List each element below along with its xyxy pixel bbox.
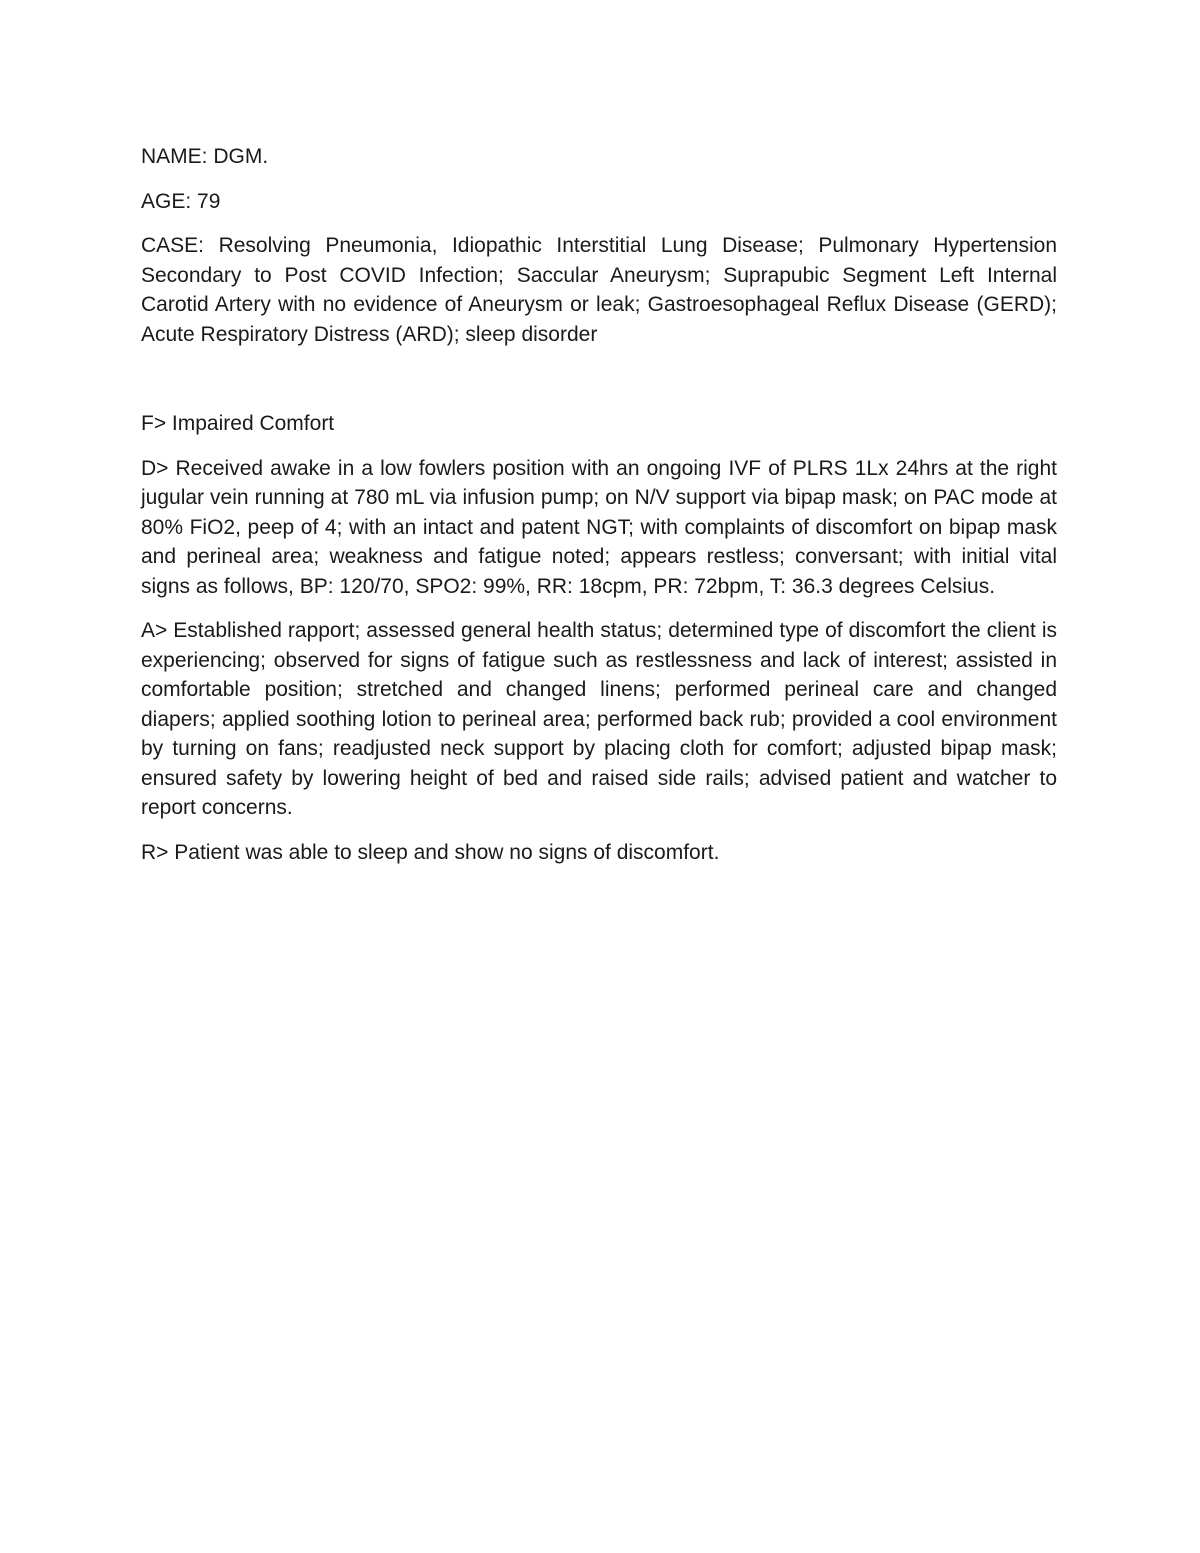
document-body: [141, 142, 1057, 882]
focus-note: F> Impaired Comfort: [141, 412, 335, 435]
action-note: A> Established rapport; assessed general health status; determined type of discomfort the client is experiencing; observed for signs of fatigue such as restlessness and lack of interest; assisted in comfortable position; stretched and changed linens; performed perineal care and changed diapers; applied soothing lotion to perineal area; performed back rub; provided a cool environment by turning on fans; readjusted neck support by placing cloth for comfort; adjusted bipap mask; ensured safety by lowering height of bed and raised side rails; advised patient and watcher to report concerns.: [141, 619, 1057, 819]
case-description: CASE: Resolving Pneumonia, Idiopathic Interstitial Lung Disease; Pulmonary Hypertension Secondary to Post COVID Infection; Saccular Aneurysm; Suprapubic Segment Left Internal Carotid Artery with no evidence of Aneurysm or leak; Gastroesophageal Reflux Disease (GERD); Acute Respiratory Distress (ARD); sleep disorder: [141, 234, 1057, 346]
response-note: R> Patient was able to sleep and show no signs of discomfort.: [141, 840, 720, 864]
patient-age: AGE: 79: [141, 189, 221, 213]
data-note: D> Received awake in a low fowlers position with an ongoing IVF of PLRS 1Lx 24hrs at the right jugular vein running at 780 mL via infusion pump; on N/V support via bipap mask; on PAC mode at 80% FiO2, peep of 4; with an intact and patent NGT; with complaints of discomfort on bipap mask and perineal area; weakness and fatigue noted; appears restless; conversant; with initial vital signs as follows, BP: 120/70, SPO2: 99%, RR: 18cpm, PR: 72bpm, T: 36.3 degrees Celsius.: [141, 456, 1057, 598]
patient-name: NAME: DGM.: [141, 145, 269, 168]
